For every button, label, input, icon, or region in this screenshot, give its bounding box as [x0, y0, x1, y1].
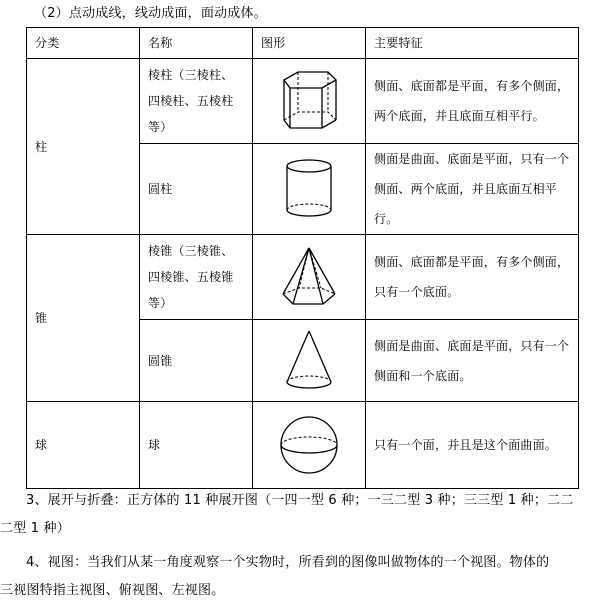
- feature-cell: 侧面是曲面、底面是平面，只有一个侧面、两个底面，并且底面互相平行。: [366, 144, 579, 235]
- table-row: [27, 402, 579, 489]
- figure-cell: [253, 59, 366, 144]
- category-cell: 锥: [27, 235, 140, 402]
- table-header-row: [27, 28, 579, 59]
- prism-icon: [278, 68, 340, 134]
- feature-cell: 侧面、底面都是平面，有多个侧面，两个底面，并且底面互相平行。: [366, 59, 579, 144]
- table-row: [27, 235, 579, 320]
- name-cell: 棱柱（三棱柱、四棱柱、五棱柱等）: [140, 59, 253, 144]
- figure-cell: [253, 144, 366, 235]
- section3-line2: 二型 1 种）: [0, 521, 70, 536]
- cylinder-icon: [282, 156, 336, 222]
- name-cell: 棱锥（三棱锥、四棱锥、五棱锥等）: [140, 235, 253, 320]
- header-feature: 主要特征: [366, 28, 579, 59]
- solids-table: [26, 27, 579, 489]
- figure-cell: [253, 320, 366, 402]
- section3-line1: 3、展开与折叠：正方体的 11 种展开图（一四一型 6 种；一三二型 3 种；三三型 1 种；二二: [26, 493, 574, 508]
- cone-icon: [282, 328, 336, 394]
- category-cell: 柱: [27, 59, 140, 235]
- name-cell: 球: [140, 402, 253, 489]
- pyramid-icon: [277, 244, 341, 310]
- section4-line2: 三视图特指主视图、俯视图、左视图。: [0, 583, 225, 598]
- sphere-icon: [277, 413, 341, 477]
- section4-line1: 4、视图：当我们从某一角度观察一个实物时，所看到的图像叫做物体的一个视图。物体的: [26, 555, 550, 570]
- feature-cell: 只有一个面，并且是这个面曲面。: [366, 402, 579, 489]
- feature-cell: 侧面是曲面、底面是平面，只有一个侧面和一个底面。: [366, 320, 579, 402]
- header-figure: 图形: [253, 28, 366, 59]
- name-cell: 圆柱: [140, 144, 253, 235]
- name-cell: 圆锥: [140, 320, 253, 402]
- header-category: 分类: [27, 28, 140, 59]
- figure-cell: [253, 235, 366, 320]
- feature-cell: 侧面、底面都是平面，有多个侧面，只有一个底面。: [366, 235, 579, 320]
- heading: （2）点动成线，线动成面，面动成体。: [34, 6, 267, 21]
- table-row: [27, 59, 579, 144]
- header-name: 名称: [140, 28, 253, 59]
- figure-cell: [253, 402, 366, 489]
- category-cell: 球: [27, 402, 140, 489]
